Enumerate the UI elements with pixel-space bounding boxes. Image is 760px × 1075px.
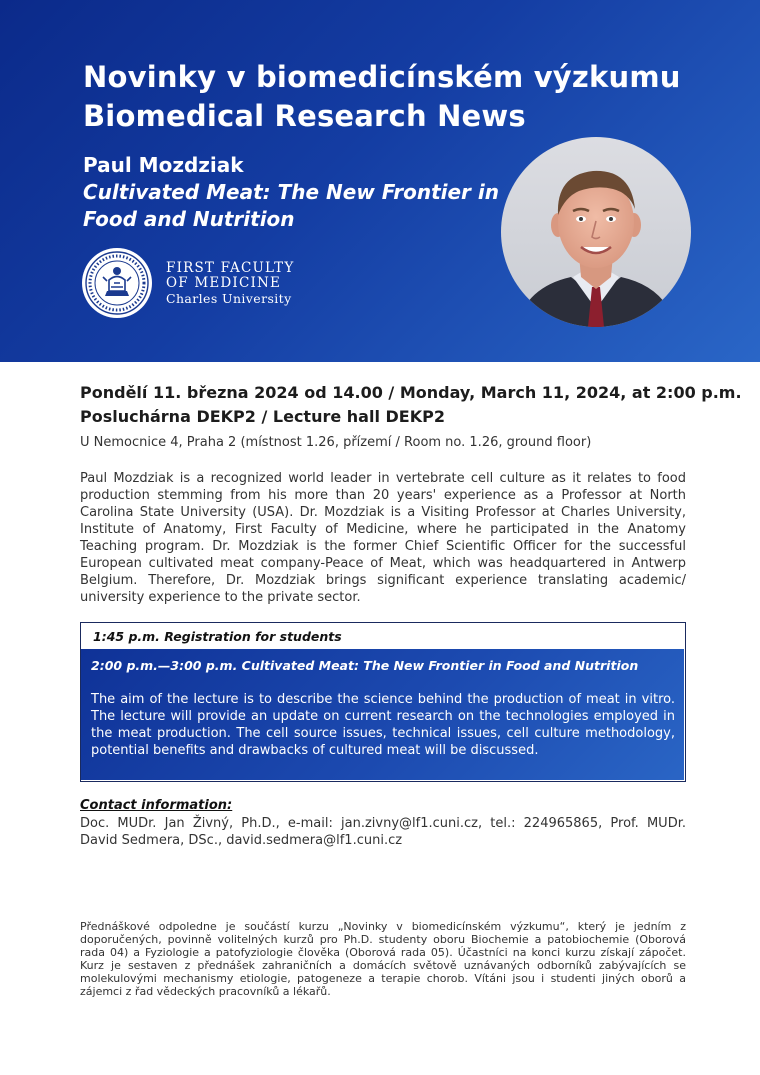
contact-heading: Contact information: — [80, 798, 233, 813]
faculty-line-2: OF MEDICINE — [166, 275, 282, 291]
event-address: U Nemocnice 4, Praha 2 (místnost 1.26, přízemí / Room no. 1.26, ground floor) — [80, 435, 592, 450]
faculty-line-1: FIRST FACULTY — [166, 260, 295, 276]
header-banner — [0, 0, 760, 362]
event-date: Pondělí 11. března 2024 od 14.00 / Monday, March 11, 2024, at 2:00 p.m. — [80, 383, 742, 402]
contact-info: Doc. MUDr. Jan Živný, Ph.D., e-mail: jan.zivny@lf1.cuni.cz, tel.: 224965865, Prof. MUDr. David Sedmera, DSc., david.sedmera@lf1.cuni.cz — [80, 816, 686, 848]
registration-time: 1:45 p.m. Registration for students — [93, 629, 342, 644]
speaker-portrait — [501, 137, 691, 327]
faculty-line-3: Charles University — [166, 291, 292, 306]
talk-title: Cultivated Meat: The New Frontier in Food and Nutrition — [83, 180, 499, 231]
lecture-description: The aim of the lecture is to describe the science behind the production of meat in vitro. The lecture will provide an update on current research on the technologies employed in the meat production. The cell source issues, technical issues, cell culture methodology, potential benefits and drawbacks of cultured meat will be discussed. — [91, 692, 675, 758]
speaker-bio: Paul Mozdziak is a recognized world leader in vertebrate cell culture as it relates to food production stemming from his more than 20 years' experience as a Professor at North Carolina State University (USA). Dr. Mozdziak is a Visiting Professor at Charles University, Institute of Anatomy, First Faculty of Medicine, where he participated in the Anatomy Teaching program. Dr. Mozdziak is the former Chief Scientific Officer for the successful European cultivated meat company-Peace of Meat, which was headquartered in Antwerp Belgium. Therefore, Dr. Mozdziak brings significant experience translating academic/ university experience to the private sector. — [80, 471, 686, 605]
faculty-name — [166, 261, 294, 306]
lecture-block — [81, 649, 684, 780]
page-title — [83, 58, 681, 136]
lecture-time: 2:00 p.m.—3:00 p.m. Cultivated Meat: The New Frontier in Food and Nutrition — [91, 658, 639, 673]
programme-box — [80, 622, 686, 782]
university-seal-icon — [81, 247, 153, 319]
course-note: Přednáškové odpoledne je součástí kurzu „Novinky v biomedicínském výzkumu“, který je jedním z doporučených, povinně volitelných kurzů pro Ph.D. studenty oboru Biochemie a patobiochemie (Oborová rada 04) a Fyziologie a patofyziologie člověka (Oborová rada 05). Účastníci na konci kurzu získají zápočet. Kurz je sestaven z přednášek zahraničních a domácích světově uznávaných odborníků zabývajících se molekulovými mechanismy etiologie, patogeneze a terapie chorob. Vítáni jsou i studenti jiných oborů a zájemci z řad vědeckých pracovníků a lékařů. — [80, 920, 686, 998]
event-hall: Posluchárna DEKP2 / Lecture hall DEKP2 — [80, 407, 445, 426]
speaker-name: Paul Mozdziak — [83, 153, 244, 177]
title-english: Biomedical Research News — [83, 99, 526, 133]
title-czech: Novinky v biomedicínském výzkumu — [83, 60, 681, 94]
